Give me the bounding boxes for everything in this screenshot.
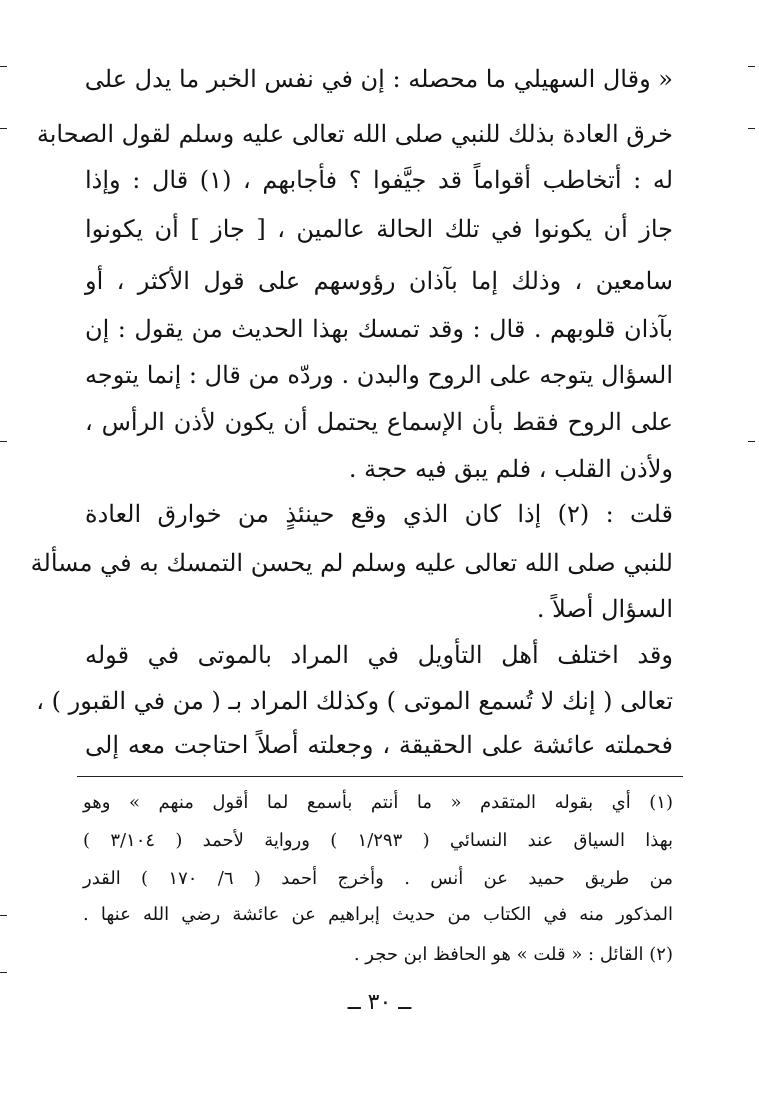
body-line-13: وقد اختلف أهل التأويل في المراد بالموتى في قوله [85,641,673,669]
body-line-15: فحملته عائشة على الحقيقة ، وجعلته أصلاً احتاجت معه إلى [85,731,673,759]
body-line-8: على الروح فقط بأن الإسماع يحتمل أن يكون لأذن الرأس ، [85,408,673,436]
body-line-7: السؤال يتوجه على الروح والبدن . وردّه من قال : إنما يتوجه [85,361,673,389]
footnote-line-4: المذكور منه في الكتاب من حديث إبراهيم عن عائشة رضي الله عنها . [83,904,673,925]
margin-tick [0,128,7,129]
body-line-9: ولأذن القلب ، فلم يبق فيه حجة . [348,455,673,483]
margin-tick [748,128,755,129]
footnote-line-2: بهذا السياق عند النسائي ( ١/٢٩٣ ) ورواية لأحمد ( ٣/١٠٤ ) [83,830,674,851]
body-line-3: له : أتخاطب أقواماً قد جيَّفوا ؟ فأجابهم ، (١) قال : وإذا [85,166,673,194]
body-line-4: جاز أن يكونوا في تلك الحالة عالمين ، [ جاز ] أن يكونوا [85,215,673,243]
body-line-14: تعالى ( إنك لا تُسمع الموتى ) وكذلك المراد بـ ( من في القبور ) ، [36,687,673,715]
margin-tick [0,441,7,442]
body-line-6: بآذان قلوبهم . قال : وقد تمسك بهذا الحديث من يقول : إن [85,315,673,343]
body-line-1: « وقال السهيلي ما محصله : إن في نفس الخبر ما يدل على [84,65,673,93]
margin-tick [748,66,755,67]
body-line-2: خرق العادة بذلك للنبي صلى الله تعالى عليه وسلم لقول الصحابة [36,120,673,148]
margin-tick [0,66,7,67]
footnote-line-5: (٢) القائل : « قلت » هو الحافظ ابن حجر . [353,944,673,965]
margin-tick [748,441,755,442]
margin-tick [0,915,7,916]
body-line-12: السؤال أصلاً . [536,595,673,623]
footnote-separator [77,776,683,777]
footnote-line-1: (١) أي بقوله المتقدم « ما أنتم بأسمع لما أقول منهم » وهو [83,792,673,813]
margin-tick [0,972,7,973]
body-line-11: للنبي صلى الله تعالى عليه وسلم لم يحسن التمسك به في مسألة [30,549,673,577]
footnote-line-3: من طريق حميد عن أنس . وأخرج أحمد ( ٦/ ١٧٠ ) القدر [83,868,674,889]
body-line-10: قلت : (٢) إذا كان الذي وقع حينئذٍ من خوارق العادة [85,500,673,528]
body-line-5: سامعين ، وذلك إما بآذان رؤوسهم على قول الأكثر ، أو [85,267,673,295]
page-number: ــ ٣٠ ــ [347,990,412,1015]
